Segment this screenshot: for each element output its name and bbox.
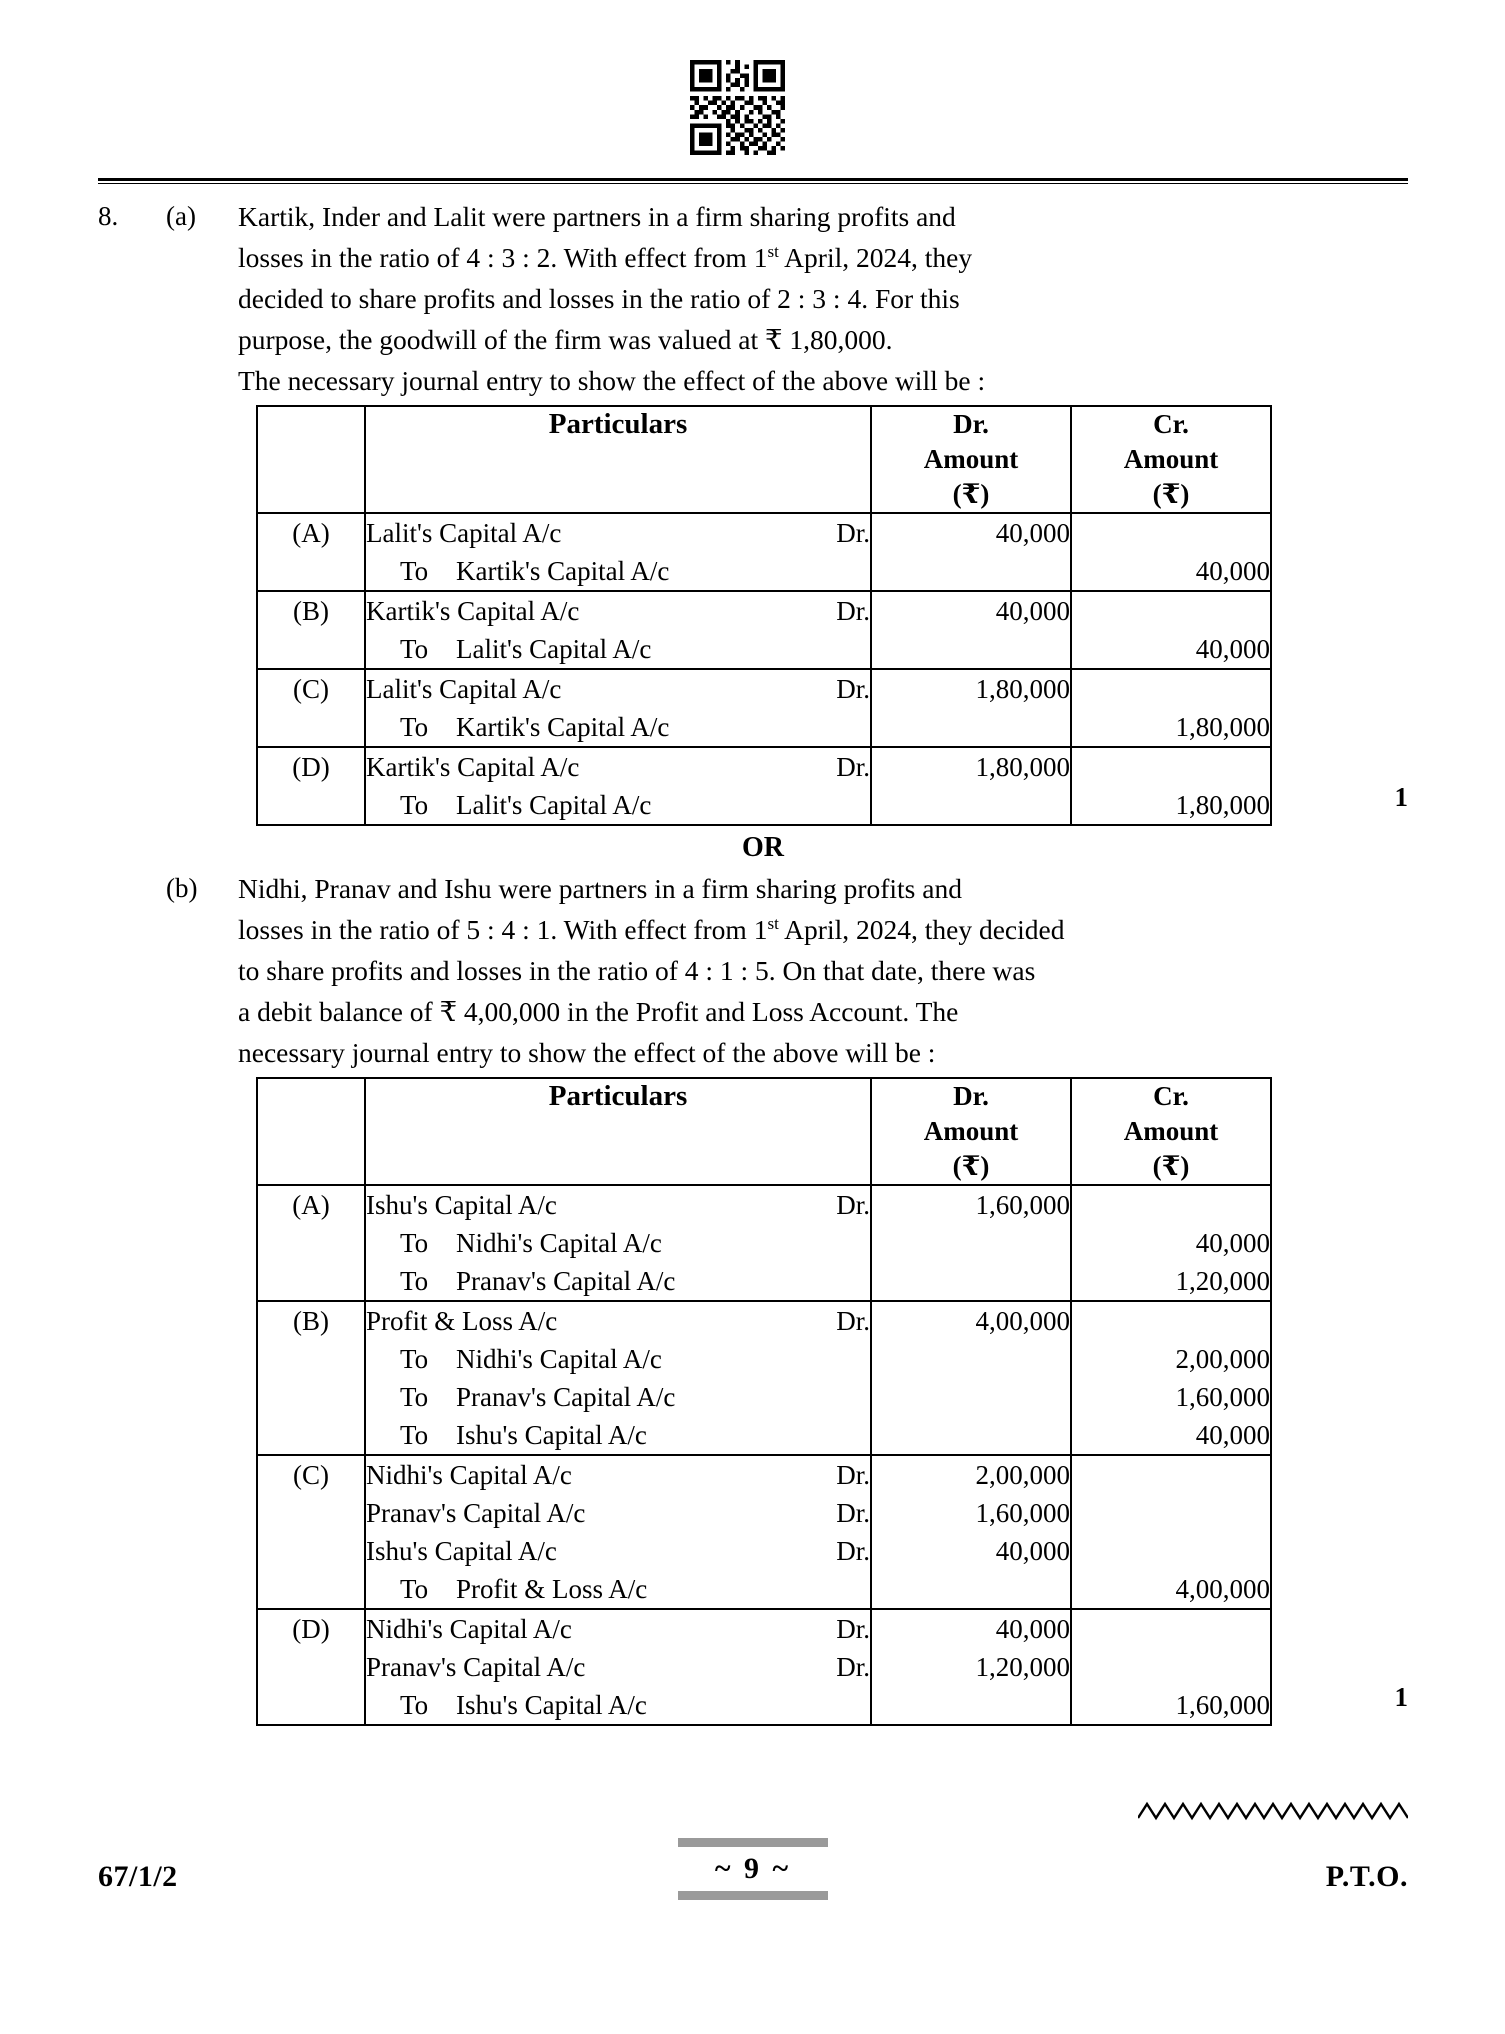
to-keyword: To [400,1574,429,1604]
particulars-credit-line [366,1262,870,1300]
particulars-debit-line [366,1302,870,1340]
dr-amount: 1,20,000 [975,1652,1070,1682]
table-row [257,1185,1271,1301]
particulars-cell [365,591,871,669]
table-b-cr-header [1071,1078,1271,1185]
or-separator-a: OR [742,832,784,863]
table-a-cr-header [1071,406,1271,513]
page-footer [98,1838,1408,1948]
particulars-debit-line [366,1648,870,1686]
cr-amount: 40,000 [1195,1420,1270,1450]
option-label: (B) [257,591,365,669]
part-b-marks: 1 [1394,1682,1408,1712]
table-row [257,1455,1271,1609]
table-b-option-header [257,1078,365,1185]
part-b-line5: necessary journal entry to show the effect of the above will be : [238,1037,936,1068]
particulars-credit-line [366,630,870,668]
particulars-credit-line [366,1416,870,1454]
table-a-dr-header [871,406,1071,513]
dr-amount-cell [871,747,1071,825]
particulars-cell [365,513,871,591]
table-b-dr-header [871,1078,1071,1185]
dr-amount: 40,000 [995,1614,1070,1644]
dr-amount: 2,00,000 [975,1460,1070,1490]
dr-amount: 1,60,000 [975,1190,1070,1220]
cr-amount-cell [1071,591,1271,669]
account-name: Pranav's Capital A/c [456,1382,676,1412]
table-a-cr-header-l1: Cr. [1153,409,1189,439]
particulars-credit-line [366,1378,870,1416]
option-label: (A) [257,513,365,591]
dr-amount-cell [871,1185,1071,1301]
part-b-line2-pre: losses in the ratio of 5 : 4 : 1. With effect from 1 [238,914,768,945]
page-number-block [633,1838,873,1900]
cr-amount: 40,000 [1195,1228,1270,1258]
dr-amount: 1,60,000 [975,1498,1070,1528]
part-a-line2-post: April, 2024, they [778,242,973,273]
to-keyword: To [400,1266,429,1296]
part-a-line2 [238,237,1408,278]
table-a-cr-header-l3: (₹) [1152,479,1190,509]
table-b-cr-header-l2: Amount [1123,1116,1219,1146]
option-label: (C) [257,1455,365,1609]
dr-amount: 1,80,000 [975,752,1070,782]
journal-table-a [256,405,1272,826]
cr-amount: 1,20,000 [1175,1266,1270,1296]
part-a-line3: decided to share profits and losses in the ratio of 2 : 3 : 4. For this [238,283,960,314]
dr-tag: Dr. [836,1306,870,1336]
account-name: Nidhi's Capital A/c [456,1344,662,1374]
question-8a [98,196,1408,868]
account-name: Lalit's Capital A/c [366,518,562,548]
cr-amount: 2,00,000 [1175,1344,1270,1374]
to-keyword: To [400,634,429,664]
dr-amount: 4,00,000 [975,1306,1070,1336]
table-b-dr-header-l2: Amount [923,1116,1019,1146]
particulars-debit-line [366,514,870,552]
account-name: Nidhi's Capital A/c [366,1460,572,1490]
account-name: Ishu's Capital A/c [456,1420,647,1450]
table-b-body [257,1185,1271,1725]
particulars-credit-line [366,1570,870,1608]
dr-tag: Dr. [836,752,870,782]
table-b-dr-header-l1: Dr. [953,1081,989,1111]
account-name: Ishu's Capital A/c [456,1690,647,1720]
cr-amount: 40,000 [1195,556,1270,586]
table-row [257,591,1271,669]
account-name: Lalit's Capital A/c [456,634,652,664]
to-keyword: To [400,1228,429,1258]
account-name: Kartik's Capital A/c [366,752,580,782]
dr-tag: Dr. [836,1614,870,1644]
table-a-option-header [257,406,365,513]
dr-amount-cell [871,591,1071,669]
option-label: (A) [257,1185,365,1301]
table-row [257,669,1271,747]
particulars-credit-line [366,708,870,746]
account-name: Pranav's Capital A/c [456,1266,676,1296]
account-name: Profit & Loss A/c [456,1574,648,1604]
to-keyword: To [400,1420,429,1450]
table-row [257,513,1271,591]
footer-bar-top [678,1838,828,1847]
part-b-line2 [238,909,1408,950]
particulars-cell [365,1609,871,1725]
table-b-particulars-header: Particulars [365,1078,871,1185]
part-a-line4: purpose, the goodwill of the firm was valued at ₹ 1,80,000. [238,324,893,355]
particulars-credit-line [366,552,870,590]
particulars-debit-line [366,592,870,630]
table-b-cr-header-l3: (₹) [1152,1151,1190,1181]
particulars-debit-line [366,670,870,708]
particulars-cell [365,1301,871,1455]
dr-tag: Dr. [836,1460,870,1490]
option-label: (C) [257,669,365,747]
cr-amount: 1,60,000 [1175,1690,1270,1720]
cr-amount-cell [1071,1185,1271,1301]
dr-tag: Dr. [836,1190,870,1220]
cr-amount-cell [1071,1301,1271,1455]
account-name: Nidhi's Capital A/c [366,1614,572,1644]
account-name: Profit & Loss A/c [366,1306,558,1336]
cr-amount-cell [1071,1455,1271,1609]
dr-amount-cell [871,669,1071,747]
dr-tag: Dr. [836,1652,870,1682]
table-a-dr-header-l2: Amount [923,444,1019,474]
dr-amount-cell [871,513,1071,591]
paper-code: 67/1/2 [98,1860,178,1893]
table-a-header-row [257,406,1271,513]
account-name: Nidhi's Capital A/c [456,1228,662,1258]
dr-amount: 40,000 [995,596,1070,626]
part-label-b: (b) [166,873,198,903]
part-b-line2-ordinal: st [767,913,779,933]
particulars-credit-line [366,1686,870,1724]
dr-tag: Dr. [836,596,870,626]
account-name: Pranav's Capital A/c [366,1498,586,1528]
account-name: Kartik's Capital A/c [456,712,670,742]
part-a-line2-ordinal: st [767,241,779,261]
question-number: 8. [98,201,119,231]
journal-table-a-wrap [238,405,1408,826]
table-row [257,1609,1271,1725]
dr-amount: 40,000 [995,518,1070,548]
table-a-cr-header-l2: Amount [1123,444,1219,474]
account-name: Kartik's Capital A/c [456,556,670,586]
dr-amount-cell [871,1455,1071,1609]
part-a-line2-pre: losses in the ratio of 4 : 3 : 2. With effect from 1 [238,242,768,273]
header-divider [98,178,1408,184]
qr-code-icon [690,60,785,155]
dr-tag: Dr. [836,1536,870,1566]
part-b-line4: a debit balance of ₹ 4,00,000 in the Profit and Loss Account. The [238,996,959,1027]
part-a-line5: The necessary journal entry to show the effect of the above will be : [238,365,986,396]
cr-amount: 1,60,000 [1175,1382,1270,1412]
question-8b [98,868,1408,1726]
to-keyword: To [400,556,429,586]
account-name: Ishu's Capital A/c [366,1536,557,1566]
dr-amount-cell [871,1609,1071,1725]
account-name: Lalit's Capital A/c [456,790,652,820]
pto-label: P.T.O. [1325,1860,1408,1893]
part-b-line3: to share profits and losses in the ratio of 4 : 1 : 5. On that date, there was [238,955,1036,986]
cr-amount: 40,000 [1195,634,1270,664]
dr-tag: Dr. [836,518,870,548]
part-b-line1: Nidhi, Pranav and Ishu were partners in a firm sharing profits and [238,873,962,904]
part-a-marks: 1 [1394,782,1408,812]
cr-amount: 1,80,000 [1175,790,1270,820]
to-keyword: To [400,1382,429,1412]
particulars-debit-line [366,1186,870,1224]
particulars-cell [365,1185,871,1301]
dr-amount: 40,000 [995,1536,1070,1566]
particulars-debit-line [366,1494,870,1532]
to-keyword: To [400,1344,429,1374]
footer-bar-bottom [678,1891,828,1900]
dr-tag: Dr. [836,1498,870,1528]
part-a-line1: Kartik, Inder and Lalit were partners in a firm sharing profits and [238,201,956,232]
table-row [257,1301,1271,1455]
particulars-cell [365,669,871,747]
page-number: ~ 9 ~ [714,1852,792,1885]
part-b-line2-post: April, 2024, they decided [778,914,1065,945]
cr-amount-cell [1071,513,1271,591]
table-row [257,747,1271,825]
account-name: Lalit's Capital A/c [366,674,562,704]
squiggle-decoration [1138,1800,1408,1829]
to-keyword: To [400,712,429,742]
part-label-a: (a) [166,201,196,231]
dr-amount: 1,80,000 [975,674,1070,704]
option-label: (B) [257,1301,365,1455]
table-a-dr-header-l3: (₹) [952,479,990,509]
account-name: Kartik's Capital A/c [366,596,580,626]
table-b-dr-header-l3: (₹) [952,1151,990,1181]
particulars-debit-line [366,1456,870,1494]
particulars-debit-line [366,1532,870,1570]
cr-amount: 4,00,000 [1175,1574,1270,1604]
cr-amount-cell [1071,669,1271,747]
table-b-cr-header-l1: Cr. [1153,1081,1189,1111]
journal-table-b-wrap [238,1077,1408,1726]
table-b-header-row [257,1078,1271,1185]
table-a-body [257,513,1271,825]
dr-tag: Dr. [836,674,870,704]
particulars-cell [365,747,871,825]
table-a-dr-header-l1: Dr. [953,409,989,439]
to-keyword: To [400,790,429,820]
particulars-credit-line [366,1340,870,1378]
to-keyword: To [400,1690,429,1720]
particulars-cell [365,1455,871,1609]
option-label: (D) [257,747,365,825]
account-name: Pranav's Capital A/c [366,1652,586,1682]
account-name: Ishu's Capital A/c [366,1190,557,1220]
cr-amount-cell [1071,1609,1271,1725]
particulars-debit-line [366,1610,870,1648]
particulars-debit-line [366,748,870,786]
particulars-credit-line [366,1224,870,1262]
dr-amount-cell [871,1301,1071,1455]
cr-amount-cell [1071,747,1271,825]
option-label: (D) [257,1609,365,1725]
journal-table-b [256,1077,1272,1726]
cr-amount: 1,80,000 [1175,712,1270,742]
question-content [98,196,1408,1726]
table-a-particulars-header: Particulars [365,406,871,513]
particulars-credit-line [366,786,870,824]
